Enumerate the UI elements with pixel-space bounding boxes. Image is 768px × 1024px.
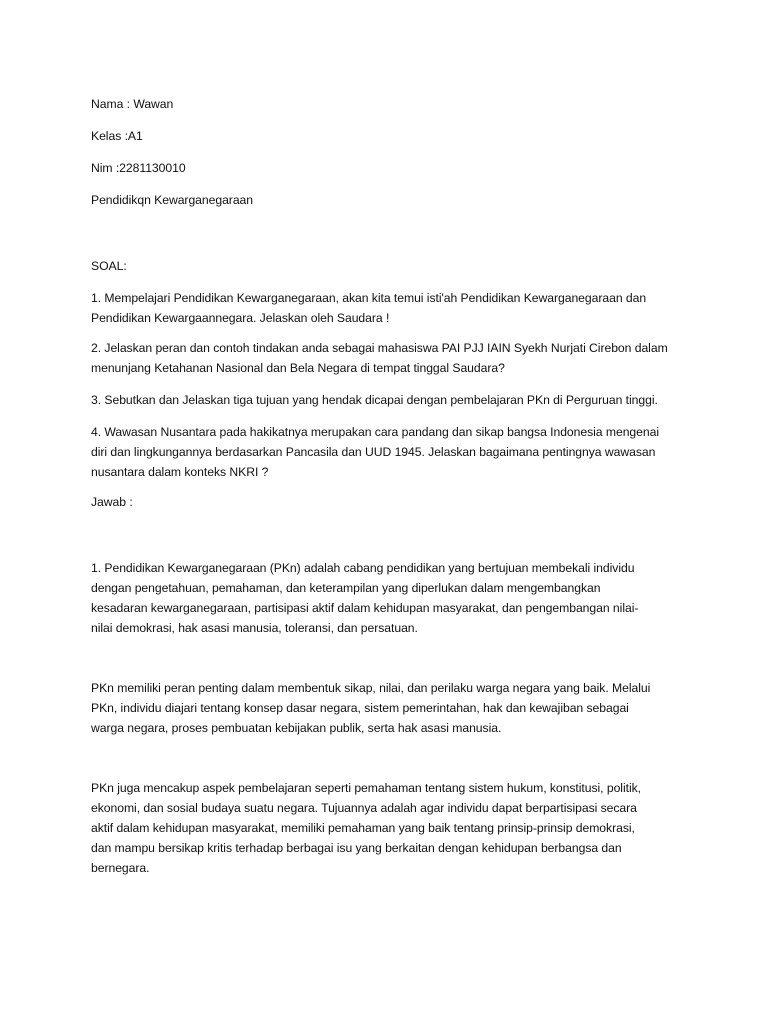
question-line: Pendidikan Kewargaannegara. Jelaskan oleh Saudara ! — [91, 311, 390, 325]
answer-line: PKn juga mencakup aspek pembelajaran seperti pemahaman tentang sistem hukum, konstitusi, politik, — [91, 781, 641, 795]
student-class: Kelas :A1 — [91, 129, 143, 143]
answer-line: nilai demokrasi, hak asasi manusia, toleransi, dan persatuan. — [91, 621, 418, 635]
question-line: nusantara dalam konteks NKRI ? — [91, 465, 269, 479]
answer-line: PKn, individu diajari tentang konsep dasar negara, sistem pemerintahan, hak dan kewajiban sebagai — [91, 701, 629, 715]
question-line: 4. Wawasan Nusantara pada hakikatnya merupakan cara pandang dan sikap bangsa Indonesia mengenai — [91, 425, 659, 439]
question-line: 2. Jelaskan peran dan contoh tindakan anda sebagai mahasiswa PAI PJJ IAIN Syekh Nurjati Cirebon dalam — [91, 341, 668, 355]
document-body — [91, 94, 691, 878]
answer-line: dengan pengetahuan, pemahaman, dan keterampilan yang diperlukan dalam mengembangkan — [91, 581, 601, 595]
course-name: Pendidikqn Kewarganegaraan — [91, 193, 253, 207]
answer-line: aktif dalam kehidupan masyarakat, memiliki pemahaman yang baik tentang prinsip-prinsip demokrasi, — [91, 821, 635, 835]
answer-line: bernegara. — [91, 861, 150, 875]
question-2 — [91, 338, 691, 378]
question-1 — [91, 288, 691, 328]
answer-paragraph-3 — [91, 778, 691, 878]
question-4 — [91, 422, 691, 482]
answer-line: kesadaran kewarganegaraan, partisipasi aktif dalam kehidupan masyarakat, dan pengembangan nilai- — [91, 601, 639, 615]
student-name: Nama : Wawan — [91, 97, 174, 111]
question-line: 3. Sebutkan dan Jelaskan tiga tujuan yang hendak dicapai dengan pembelajaran PKn di Perguruan tinggi. — [91, 393, 658, 407]
answer-line: ekonomi, dan sosial budaya suatu negara. Tujuannya adalah agar individu dapat berpartisipasi secara — [91, 801, 637, 815]
soal-heading: SOAL: — [91, 259, 127, 273]
answer-paragraph-1 — [91, 558, 691, 638]
student-nim: Nim :2281130010 — [91, 161, 186, 175]
answer-line: 1. Pendidikan Kewarganegaraan (PKn) adalah cabang pendidikan yang bertujuan membekali individu — [91, 561, 635, 575]
question-line: diri dan lingkungannya berdasarkan Pancasila dan UUD 1945. Jelaskan bagaimana pentingnya wawasan — [91, 445, 656, 459]
answer-line: warga negara, proses pembuatan kebijakan publik, serta hak asasi manusia. — [91, 721, 502, 735]
answer-line: PKn memiliki peran penting dalam membentuk sikap, nilai, dan perilaku warga negara yang baik. Melalui — [91, 681, 651, 695]
answer-line: dan mampu bersikap kritis terhadap berbagai isu yang berkaitan dengan kehidupan berbangsa dan — [91, 841, 622, 855]
question-line: 1. Mempelajari Pendidikan Kewarganegaraan, akan kita temui isti'ah Pendidikan Kewarganegaraan dan — [91, 291, 647, 305]
answer-paragraph-2 — [91, 678, 691, 738]
jawab-heading: Jawab : — [91, 495, 133, 509]
question-3 — [91, 390, 691, 410]
question-line: menunjang Ketahanan Nasional dan Bela Negara di tempat tinggal Saudara? — [91, 361, 505, 375]
